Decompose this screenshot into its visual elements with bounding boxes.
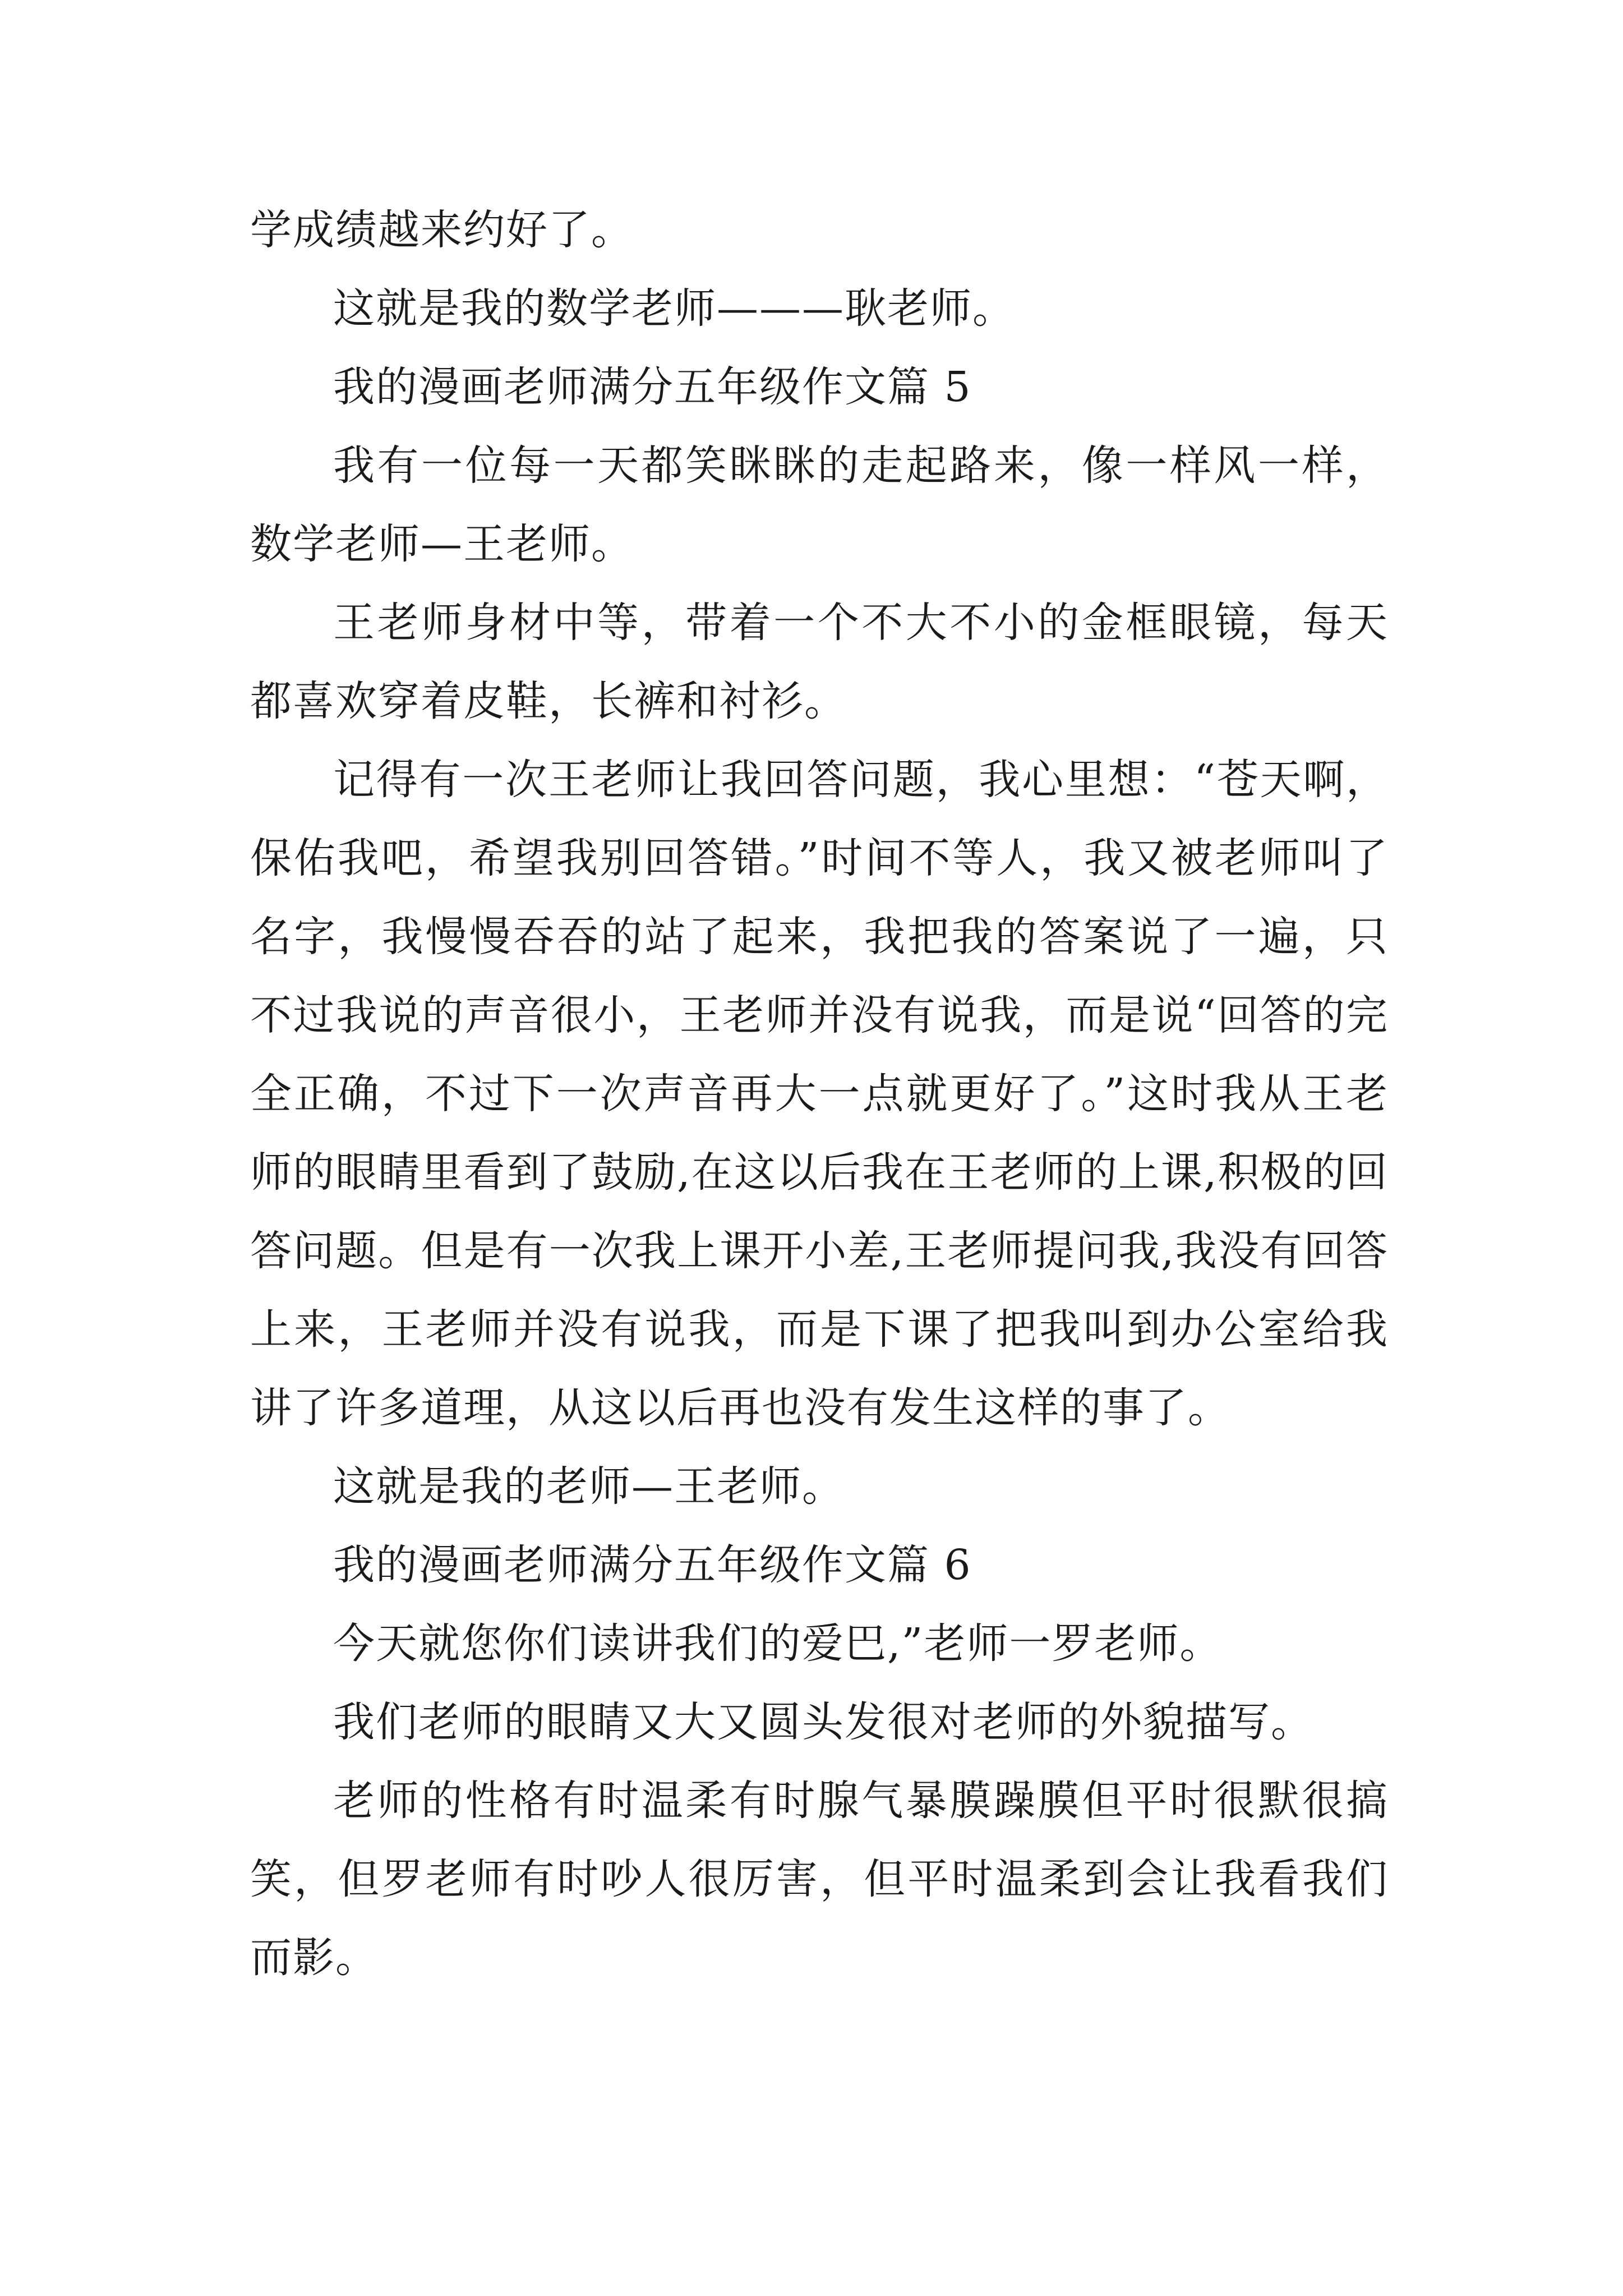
paragraph-intro-wang: 我有一位每一天都笑眯眯的走起路来，像一样风一样，数学老师—王老师。 (250, 441, 1389, 568)
paragraph-personality-luo: 老师的性格有时温柔有时腺气暴膜躁膜但平时很默很搞笑，但罗老师有时吵人很厉害，但平时温柔到会让我看我们而影。 (250, 1777, 1389, 1982)
paragraph-appearance-wang: 王老师身材中等，带着一个不大不小的金框眼镜，每天都喜欢穿着皮鞋，长裤和衬衫。 (250, 599, 1389, 725)
section-heading-6: 我的漫画老师满分五年级作文篇 6 (333, 1541, 972, 1589)
paragraph-closing-wang: 这就是我的老师—王老师。 (333, 1462, 845, 1511)
paragraph-closing-geng: 这就是我的数学老师———耿老师。 (333, 284, 1015, 333)
document-body (250, 191, 1389, 1997)
paragraph-story-wang: 记得有一次王老师让我回答问题，我心里想：“苍天啊，保佑我吧，希望我别回答错。”时间不等人，我又被老师叫了名字，我慢慢吞吞的站了起来，我把我的答案说了一遍，只不过我说的声音很小，王老师并没有说我，而是说“回答的完全正确，不过下一次声音再大一点就更好了。”这时我从王老师的眼睛里看到了鼓励,在这以后我在王老师的上课,积极的回答问题。但是有一次我上课开小差,王老师提问我,我没有回答上来，王老师并没有说我，而是下课了把我叫到办公室给我讲了许多道理，从这以后再也没有发生这样的事了。 (250, 756, 1389, 1432)
paragraph-intro-luo: 今天就您你们读讲我们的爱巴,”老师一罗老师。 (333, 1619, 1223, 1668)
paragraph-appearance-luo: 我们老师的眼睛又大又圆头发很对老师的外貌描写。 (333, 1698, 1313, 1746)
section-heading-5: 我的漫画老师满分五年级作文篇 5 (333, 363, 972, 411)
paragraph-continuation: 学成绩越来约好了。 (250, 206, 634, 254)
